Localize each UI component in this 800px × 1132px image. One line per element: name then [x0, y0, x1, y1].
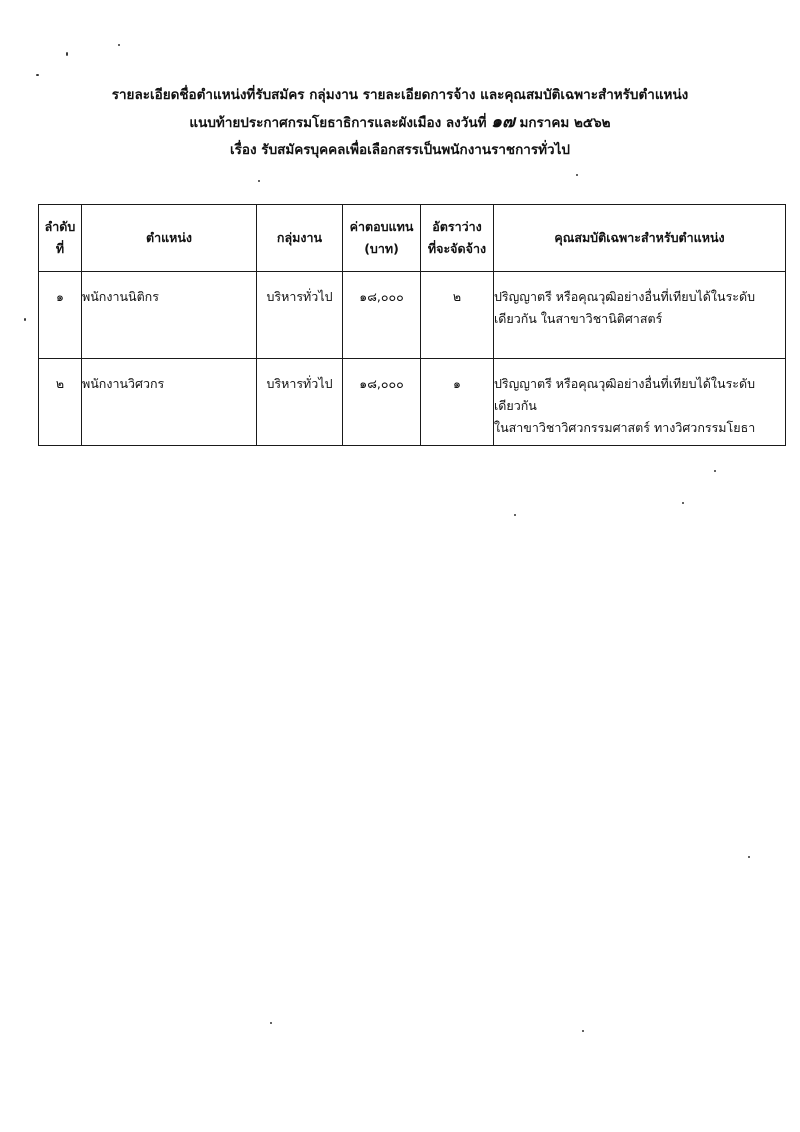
cell-salary: ๑๘,๐๐๐	[343, 359, 421, 446]
scan-speck	[748, 856, 750, 858]
qualification-line1: ปริญญาตรี หรือคุณวุฒิอย่างอื่นที่เทียบได้ในระดับ	[494, 289, 756, 304]
qualification-line2: ในสาขาวิชาวิศวกรรมศาสตร์ ทางวิศวกรรมโยธา	[494, 420, 756, 435]
table-row	[39, 359, 786, 446]
scan-speck	[118, 44, 120, 46]
header-date-day: ๑๗	[491, 112, 515, 132]
qualification-line2: เดียวกัน ในสาขาวิชานิติศาสตร์	[494, 311, 663, 326]
cell-qualification	[494, 272, 786, 359]
header-order	[39, 205, 82, 272]
header-subject-line: เรื่อง รับสมัครบุคคลเพื่อเลือกสรรเป็นพนักงานราชการทั่วไป	[230, 142, 570, 158]
cell-order: ๒	[39, 359, 82, 446]
scan-speck	[66, 52, 68, 56]
cell-position: พนักงานวิศวกร	[82, 359, 257, 446]
header-salary-line1: ค่าตอบแทน	[349, 219, 414, 234]
header-position: ตำแหน่ง	[82, 205, 257, 272]
scan-speck	[682, 502, 684, 504]
cell-group: บริหารทั่วไป	[257, 272, 343, 359]
header-title-line: รายละเอียดชื่อตำแหน่งที่รับสมัคร กลุ่มงาน รายละเอียดการจ้าง และคุณสมบัติเฉพาะสำหรับตำแหน่ง	[111, 87, 689, 103]
scan-speck	[258, 180, 260, 182]
cell-position: พนักงานนิติกร	[82, 272, 257, 359]
cell-vacancy: ๒	[421, 272, 494, 359]
scan-speck	[270, 1022, 272, 1024]
header-salary	[343, 205, 421, 272]
cell-order: ๑	[39, 272, 82, 359]
header-order-line2: ที่	[55, 241, 65, 256]
cell-group: บริหารทั่วไป	[257, 359, 343, 446]
cell-qualification	[494, 359, 786, 446]
header-attachment-prefix: แนบท้ายประกาศกรมโยธาธิการและผังเมือง ลงวันที่	[189, 115, 487, 131]
header-vacancy-line2: ที่จะจัดจ้าง	[427, 241, 487, 256]
header-qualification: คุณสมบัติเฉพาะสำหรับตำแหน่ง	[494, 205, 786, 272]
header-salary-line2: (บาท)	[364, 241, 399, 256]
scan-speck	[582, 1030, 584, 1032]
table-header-row	[39, 205, 786, 272]
scan-speck	[24, 318, 26, 321]
cell-salary: ๑๘,๐๐๐	[343, 272, 421, 359]
header-order-line1: ลำดับ	[44, 219, 76, 234]
header-group: กลุ่มงาน	[257, 205, 343, 272]
header-date-month-year: มกราคม ๒๕๖๒	[519, 115, 611, 131]
positions-table	[38, 204, 786, 446]
document-header	[0, 82, 800, 164]
header-attachment-line	[0, 109, 800, 137]
qualification-line1: ปริญญาตรี หรือคุณวุฒิอย่างอื่นที่เทียบได้ในระดับเดียวกัน	[494, 376, 756, 413]
scan-speck	[576, 174, 578, 176]
cell-vacancy: ๑	[421, 359, 494, 446]
scan-speck	[514, 514, 516, 516]
header-vacancy	[421, 205, 494, 272]
table-row	[39, 272, 786, 359]
scan-speck	[36, 74, 39, 76]
scan-speck	[714, 470, 716, 472]
header-vacancy-line1: อัตราว่าง	[432, 219, 482, 234]
